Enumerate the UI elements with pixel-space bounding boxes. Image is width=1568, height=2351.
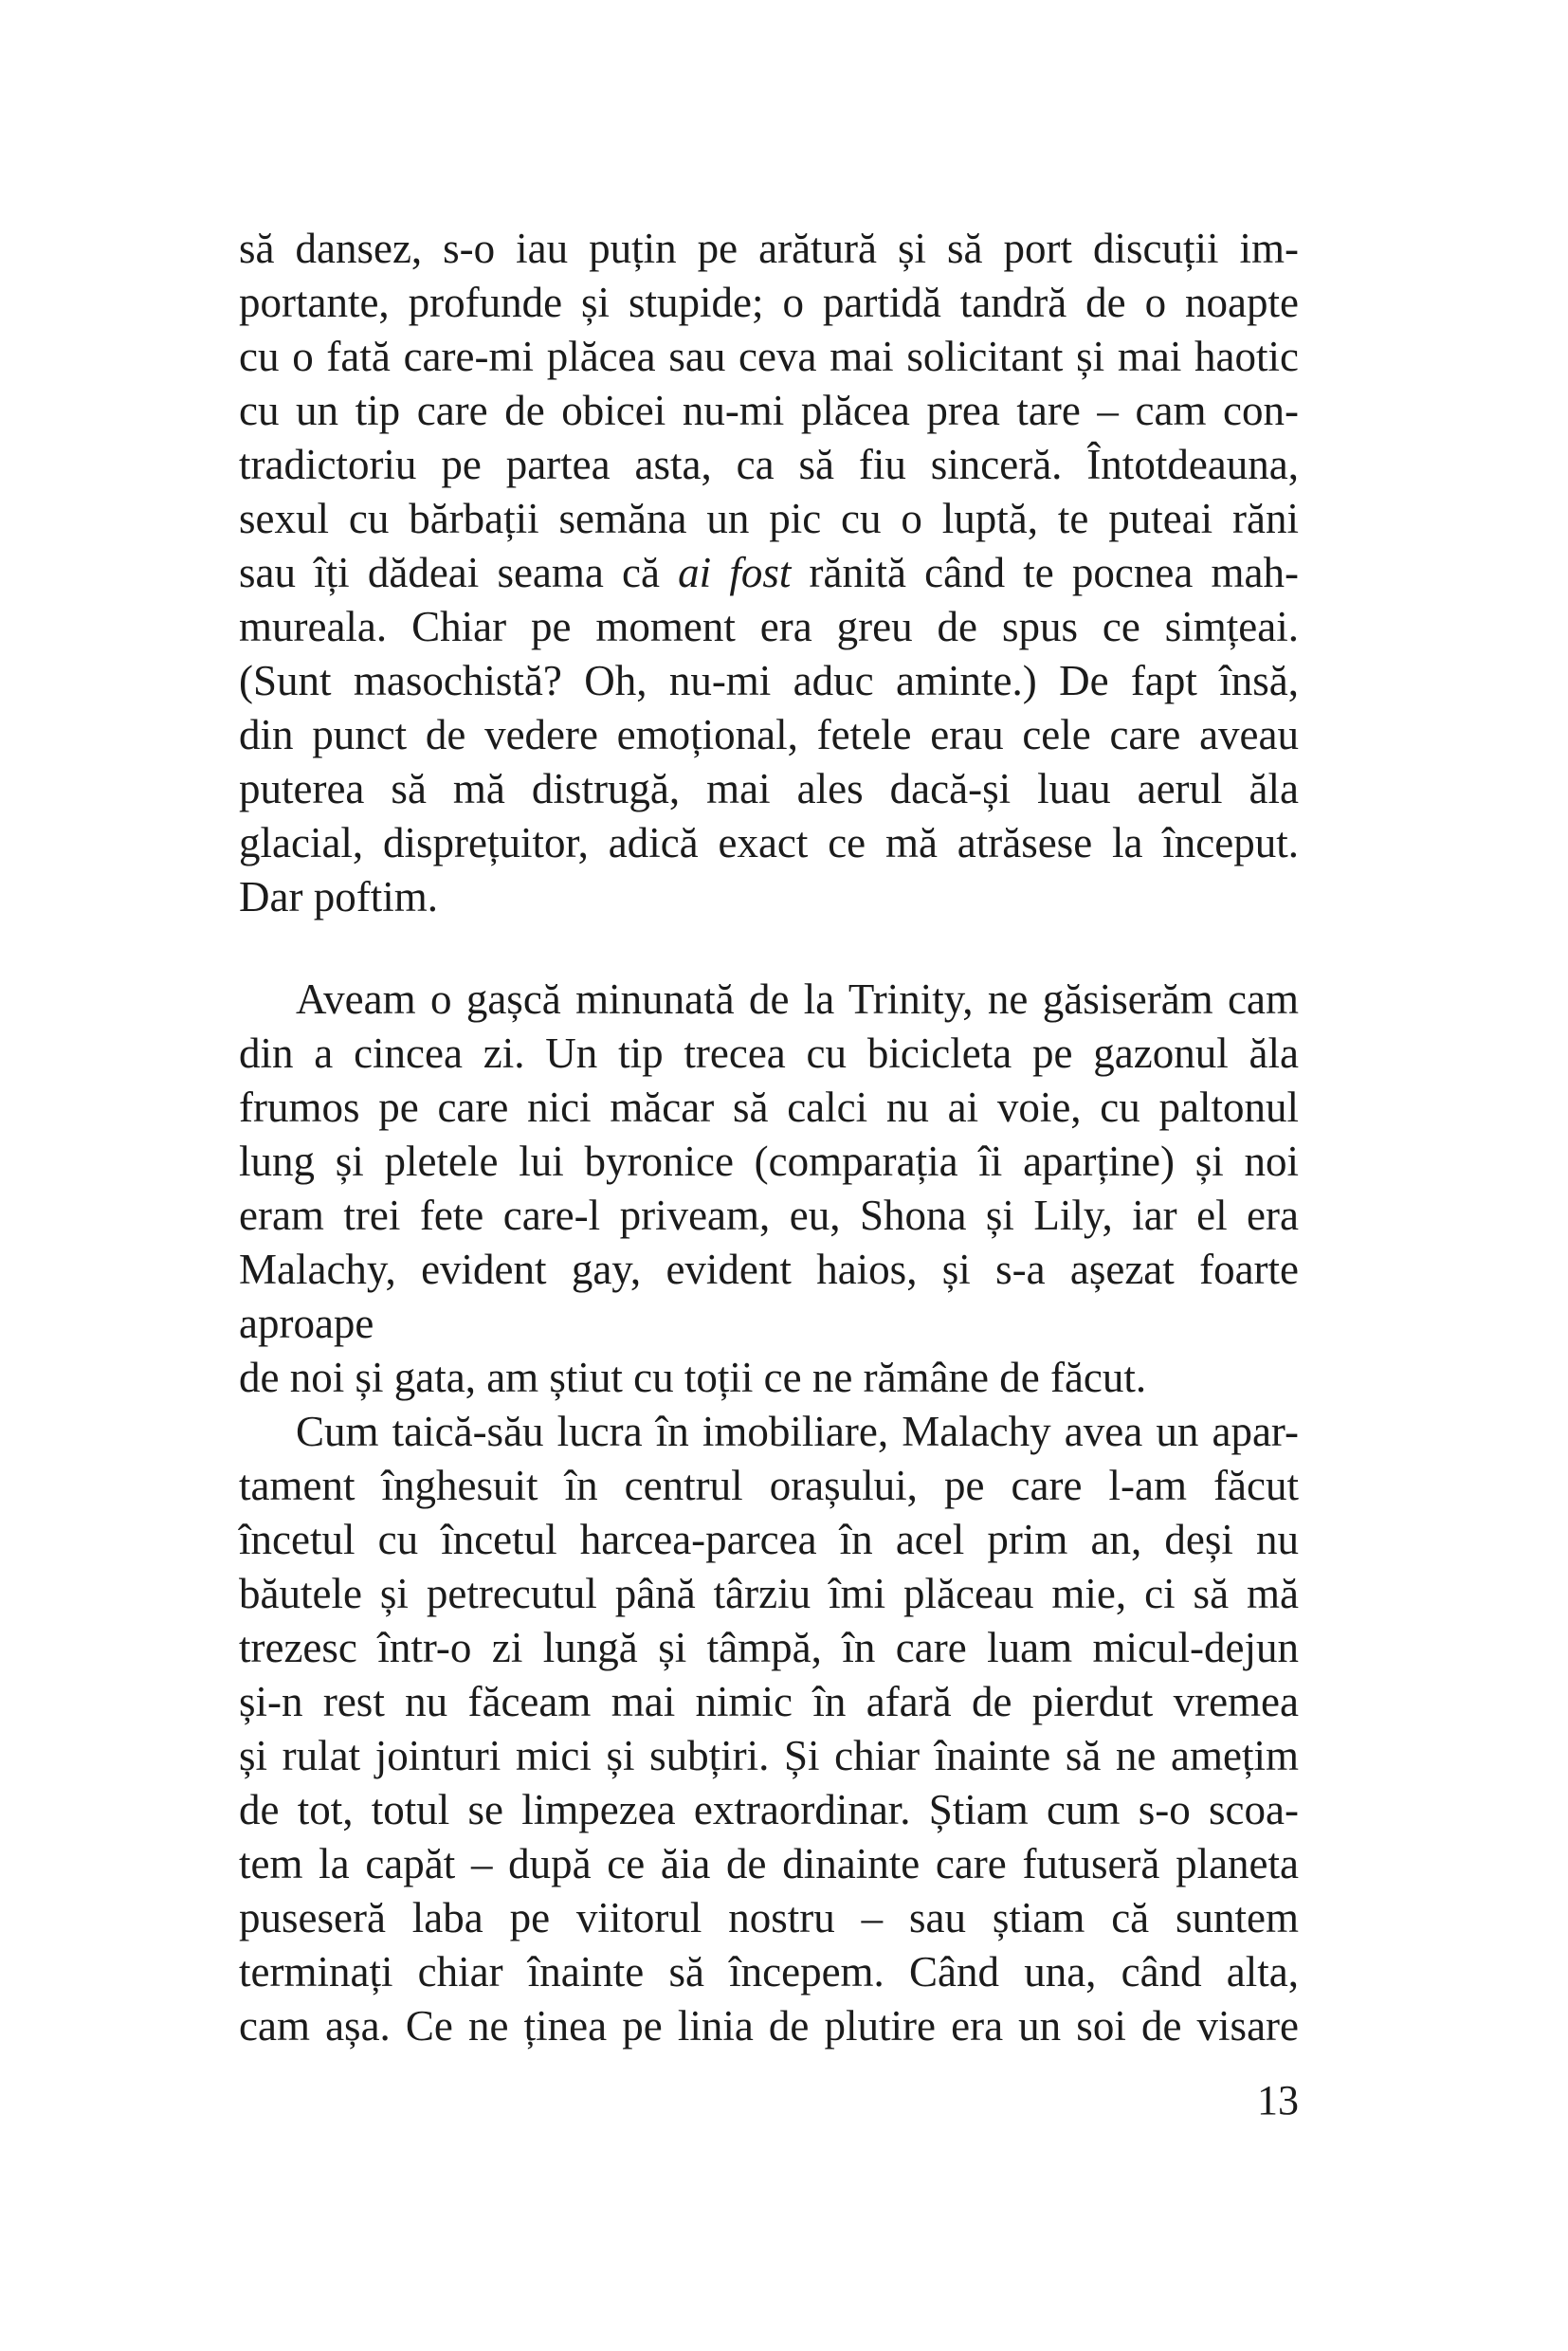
text-line bbox=[239, 1891, 1299, 1945]
text-segment: tem la capăt – după ce ăia de dinainte care futuseră planeta bbox=[239, 1840, 1299, 1887]
text-line bbox=[239, 1837, 1299, 1891]
text-segment: rănită când te pocnea mah- bbox=[791, 549, 1299, 596]
text-line bbox=[239, 816, 1299, 870]
text-line bbox=[239, 222, 1299, 276]
text-line bbox=[239, 1621, 1299, 1675]
text-line bbox=[239, 1351, 1299, 1405]
text-line bbox=[239, 546, 1299, 600]
text-line bbox=[239, 654, 1299, 708]
text-segment: Malachy, evident gay, evident haios, și s-a așezat foarte aproape bbox=[239, 1246, 1299, 1347]
text-line bbox=[239, 276, 1299, 330]
text-segment: portante, profunde și stupide; o partidă tandră de o noapte bbox=[239, 279, 1299, 326]
paragraph bbox=[239, 1405, 1299, 2053]
text-segment: încetul cu încetul harcea-parcea în acel prim an, deși nu bbox=[239, 1516, 1299, 1563]
text-line bbox=[239, 1729, 1299, 1783]
text-segment: mureala. Chiar pe moment era greu de spus ce simțeai. bbox=[239, 603, 1299, 650]
text-segment: glacial, disprețuitor, adică exact ce mă atrăsese la început. bbox=[239, 819, 1299, 866]
page-text bbox=[239, 222, 1299, 2053]
text-segment: tament înghesuit în centrul orașului, pe care l-am făcut bbox=[239, 1462, 1299, 1509]
text-segment: cu o fată care-mi plăcea sau ceva mai solicitant și mai haotic bbox=[239, 333, 1299, 380]
text-line bbox=[239, 1513, 1299, 1567]
text-line bbox=[239, 1675, 1299, 1729]
text-line bbox=[239, 870, 1299, 924]
text-line bbox=[239, 1135, 1299, 1189]
text-segment: de noi și gata, am știut cu toții ce ne rămâne de făcut. bbox=[239, 1354, 1147, 1401]
text-line bbox=[239, 1783, 1299, 1837]
emphasized-text: ai fost bbox=[678, 549, 792, 596]
text-segment: frumos pe care nici măcar să calci nu ai voie, cu paltonul bbox=[239, 1084, 1299, 1131]
text-line bbox=[239, 1243, 1299, 1351]
text-line bbox=[239, 1567, 1299, 1621]
text-line bbox=[239, 438, 1299, 492]
text-segment: din a cincea zi. Un tip trecea cu bicicleta pe gazonul ăla bbox=[239, 1030, 1299, 1077]
paragraph bbox=[239, 973, 1299, 1405]
text-line bbox=[239, 1189, 1299, 1243]
text-line bbox=[239, 1999, 1299, 2053]
text-line bbox=[239, 384, 1299, 438]
text-segment: și rulat jointuri mici și subțiri. Și chiar înainte să ne amețim bbox=[239, 1732, 1299, 1779]
text-line bbox=[239, 762, 1299, 816]
text-line bbox=[239, 708, 1299, 762]
text-segment: Aveam o gașcă minunată de la Trinity, ne găsiserăm cam bbox=[296, 975, 1299, 1023]
text-segment: de tot, totul se limpezea extraordinar. Știam cum s-o scoa- bbox=[239, 1786, 1299, 1833]
text-segment: lung și pletele lui byronice (comparația îi aparține) și noi bbox=[239, 1138, 1299, 1185]
text-segment: eram trei fete care-l priveam, eu, Shona și Lily, iar el era bbox=[239, 1192, 1299, 1239]
text-line bbox=[239, 1405, 1299, 1459]
text-segment: Cum taică-său lucra în imobiliare, Malachy avea un apar- bbox=[296, 1408, 1299, 1455]
page-number: 13 bbox=[1257, 2077, 1299, 2123]
paragraph bbox=[239, 222, 1299, 924]
text-segment: din punct de vedere emoțional, fetele erau cele care aveau bbox=[239, 711, 1299, 758]
text-segment: Dar poftim. bbox=[239, 873, 438, 920]
text-line bbox=[239, 1081, 1299, 1135]
text-segment: cu un tip care de obicei nu-mi plăcea prea tare – cam con- bbox=[239, 387, 1299, 434]
text-line bbox=[239, 600, 1299, 654]
text-segment: și-n rest nu făceam mai nimic în afară de pierdut vremea bbox=[239, 1678, 1299, 1725]
text-segment: să dansez, s-o iau puțin pe arătură și să port discuții im- bbox=[239, 225, 1299, 272]
text-segment: băutele și petrecutul până târziu îmi plăceau mie, ci să mă bbox=[239, 1570, 1299, 1617]
text-segment: cam așa. Ce ne ținea pe linia de plutire era un soi de visare bbox=[239, 2002, 1299, 2050]
text-line bbox=[239, 1945, 1299, 1999]
text-segment: tradictoriu pe partea asta, ca să fiu sinceră. Întotdeauna, bbox=[239, 441, 1299, 488]
text-line bbox=[239, 330, 1299, 384]
text-segment: sexul cu bărbații semăna un pic cu o luptă, te puteai răni bbox=[239, 495, 1299, 542]
text-line bbox=[239, 1027, 1299, 1081]
text-line bbox=[239, 492, 1299, 546]
text-line bbox=[239, 973, 1299, 1027]
text-line bbox=[239, 1459, 1299, 1513]
text-segment: sau îți dădeai seama că bbox=[239, 549, 679, 596]
text-segment: terminați chiar înainte să începem. Când una, când alta, bbox=[239, 1948, 1299, 1996]
text-segment: (Sunt masochistă? Oh, nu-mi aduc aminte.) De fapt însă, bbox=[239, 657, 1299, 704]
text-segment: puterea să mă distrugă, mai ales dacă-și luau aerul ăla bbox=[239, 765, 1299, 812]
text-segment: puseseră laba pe viitorul nostru – sau știam că suntem bbox=[239, 1894, 1299, 1941]
text-segment: trezesc într-o zi lungă și tâmpă, în care luam micul-dejun bbox=[239, 1624, 1299, 1671]
